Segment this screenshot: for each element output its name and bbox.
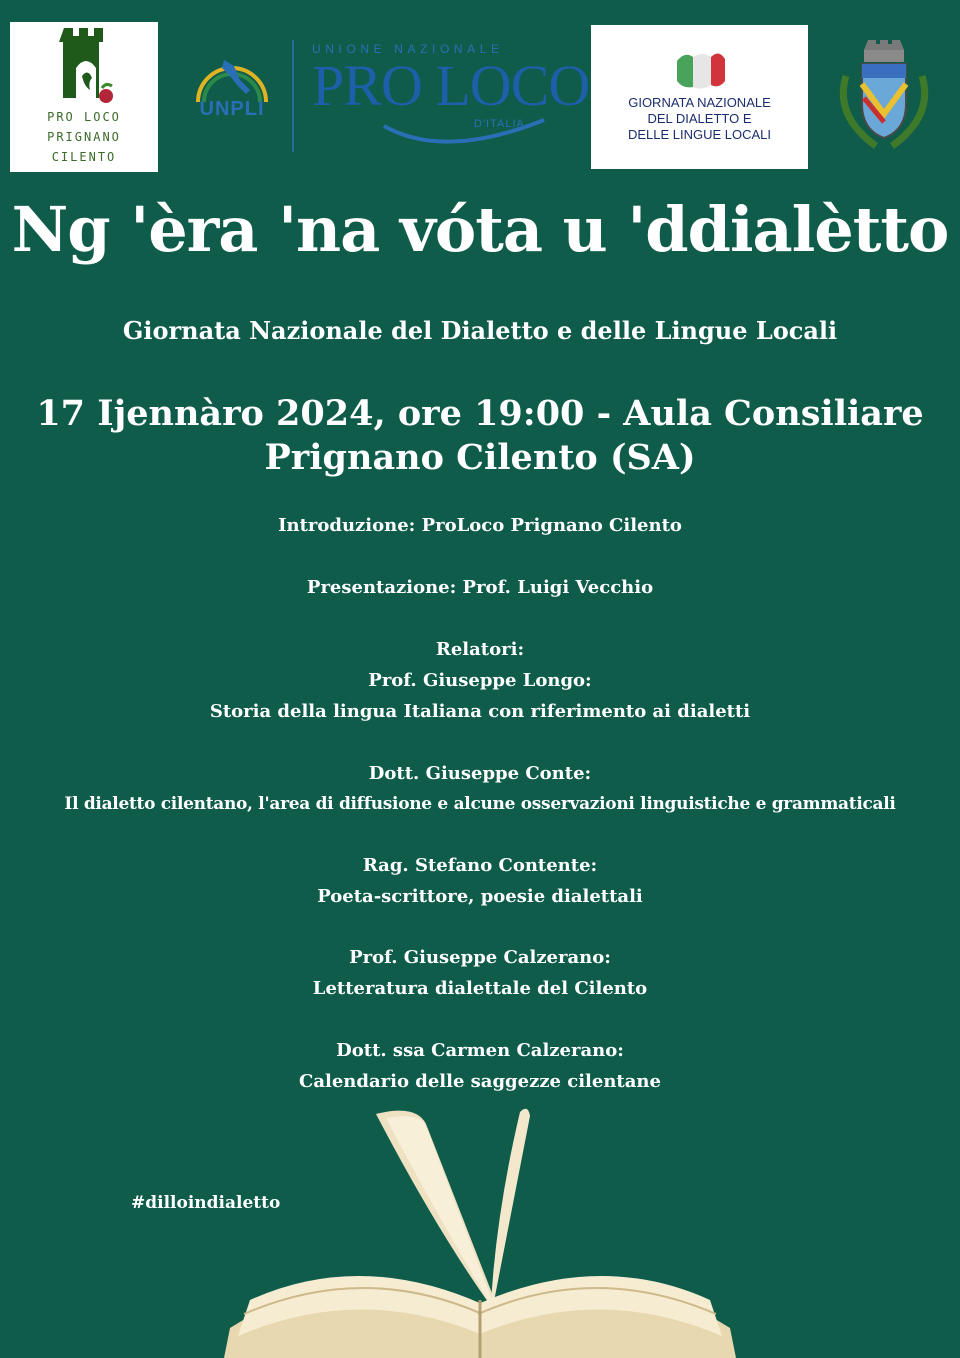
speaker-topic: Calendario delle saggezze cilentane	[299, 1071, 661, 1092]
speaker-name: Rag. Stefano Contente:	[362, 855, 598, 876]
tower-icon	[58, 28, 114, 110]
open-book-icon	[220, 1100, 740, 1358]
logo-text-line: CILENTO	[51, 150, 117, 164]
unpli-logo	[186, 50, 278, 145]
introduction-line: Introduzione: ProLoco Prignano Cilento	[278, 515, 682, 536]
presentation-line: Presentazione: Prof. Luigi Vecchio	[306, 577, 654, 598]
logo-text-line: PRO LOCO	[47, 110, 121, 124]
hashtag: #dilloindialetto	[131, 1193, 281, 1213]
pro-loco-prignano-logo	[10, 22, 158, 172]
speaker-topic: Letteratura dialettale del Cilento	[312, 978, 648, 999]
speaker-name: Dott. ssa Carmen Calzerano:	[336, 1040, 624, 1061]
event-title: Ng 'èra 'na vóta u 'ddialètto	[11, 193, 949, 266]
giornata-nazionale-logo	[591, 25, 808, 169]
speaker-name: Dott. Giuseppe Conte:	[368, 763, 592, 784]
speaker-name: Prof. Giuseppe Calzerano:	[349, 947, 611, 968]
event-subtitle: Giornata Nazionale del Dialetto e delle Lingue Locali	[122, 316, 838, 345]
speaker-name: Prof. Giuseppe Longo:	[368, 670, 592, 691]
municipal-crest-icon	[836, 36, 932, 154]
unione-nazionale-text: UNIONE NAZIONALE	[312, 42, 504, 56]
speaker-topic: Poeta-scrittore, poesie dialettali	[317, 886, 643, 907]
logo-text-line: PRIGNANO	[47, 130, 121, 144]
speaker-topic: Storia della lingua Italiana con riferimento ai dialetti	[209, 701, 751, 722]
pro-loco-wordmark: PRO LOCO	[312, 53, 590, 118]
event-town: Prignano Cilento (SA)	[264, 437, 696, 478]
speaker-topic: Il dialetto cilentano, l'area di diffusione e alcune osservazioni linguistiche e grammaticali	[64, 794, 896, 814]
giornata-logo-text: GIORNATA NAZIONALE DEL DIALETTO E DELLE LINGUE LOCALI	[627, 95, 772, 142]
unpli-text: UNPLI	[199, 98, 265, 120]
logo-separator	[292, 40, 294, 152]
event-date-location: 17 Ijennàro 2024, ore 19:00 - Aula Consiliare	[36, 393, 924, 434]
speakers-heading: Relatori:	[435, 639, 525, 660]
italy-flag-map-icon	[671, 47, 731, 91]
d-italia-text: D'ITALIA	[474, 118, 525, 130]
